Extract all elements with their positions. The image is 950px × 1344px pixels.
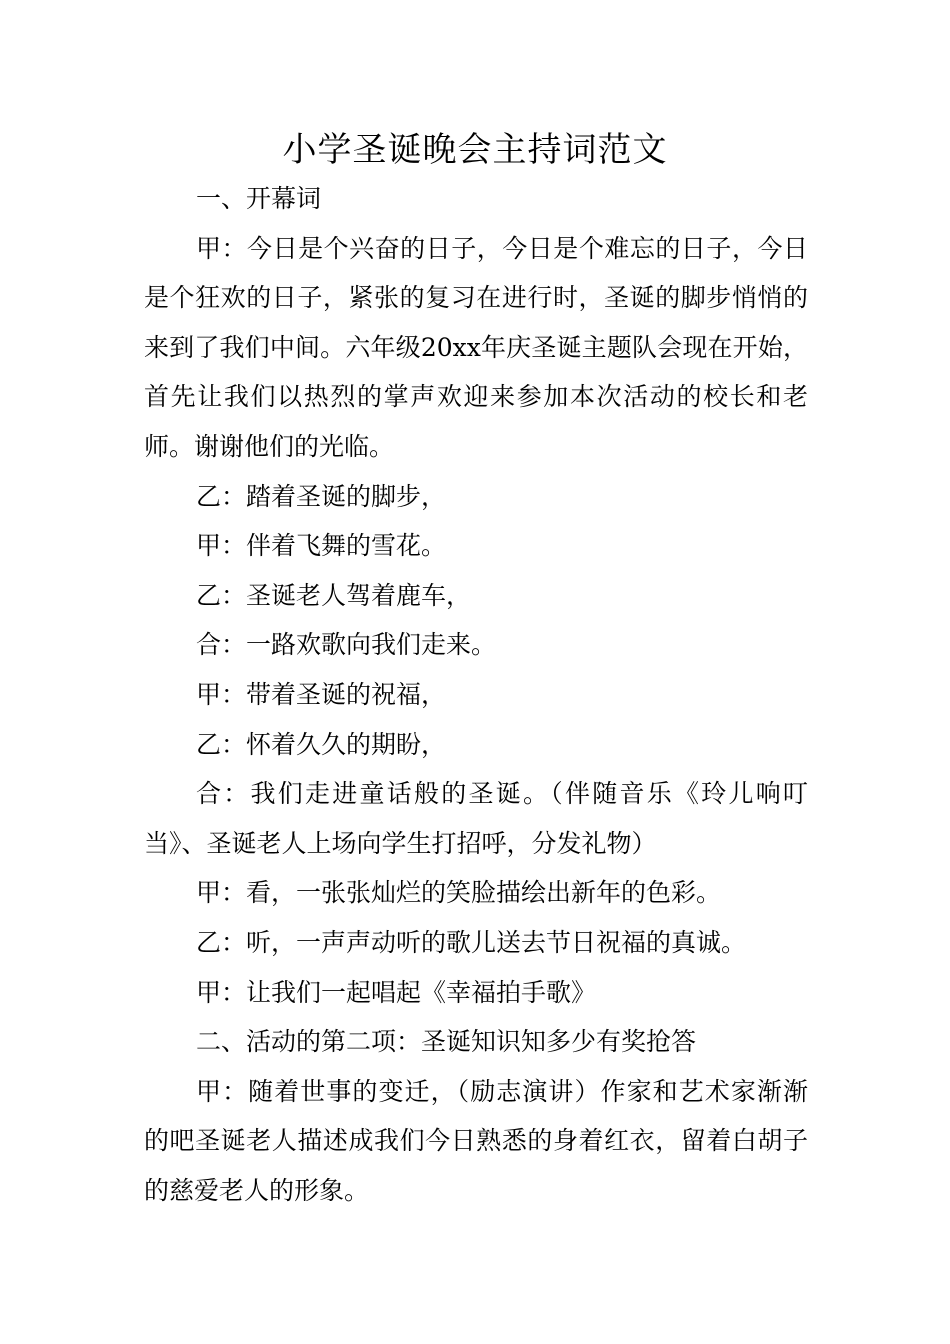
paragraph-quiz-intro: 甲：随着世事的变迁，（励志演讲）作家和艺术家渐渐的吧圣诞老人描述成我们今日熟悉的身着红衣，留着白胡子的慈爱老人的形象。 <box>144 1076 808 1205</box>
dialogue-line: 甲：看，一张张灿烂的笑脸描绘出新年的色彩。 <box>196 878 722 908</box>
dialogue-line: 合：一路欢歌向我们走来。 <box>196 630 497 660</box>
dialogue-line: 甲：带着圣诞的祝福， <box>196 679 447 709</box>
dialogue-line: 乙：听，一声声动听的歌儿送去节日祝福的真诚。 <box>196 927 747 957</box>
dialogue-line: 合：我们走进童话般的圣诞。（伴随音乐《玲儿响叮当》、圣诞老人上场向学生打招呼，分发礼物） <box>144 779 808 858</box>
dialogue-line: 甲：伴着飞舞的雪花。 <box>196 531 447 561</box>
dialogue-line: 甲：让我们一起唱起《幸福拍手歌》 <box>196 977 597 1007</box>
paragraph-opening-speech: 甲：今日是个兴奋的日子，今日是个难忘的日子，今日是个狂欢的日子，紧张的复习在进行时，圣诞的脚步悄悄的来到了我们中间。六年级20xx年庆圣诞主题队会现在开始，首先让我们以热烈的掌声欢迎来参加本次活动的校长和老师。谢谢他们的光临。 <box>144 233 808 461</box>
section-heading-opening: 一、开幕词 <box>196 184 322 213</box>
dialogue-line: 乙：怀着久久的期盼， <box>196 729 447 759</box>
dialogue-line: 乙：圣诞老人驾着鹿车， <box>196 580 472 610</box>
section-heading-quiz: 二、活动的第二项：圣诞知识知多少有奖抢答 <box>196 1027 697 1057</box>
dialogue-line: 乙：踏着圣诞的脚步， <box>196 481 447 511</box>
document-title: 小学圣诞晚会主持词范文 <box>282 130 668 170</box>
document-body <box>144 174 808 1215</box>
